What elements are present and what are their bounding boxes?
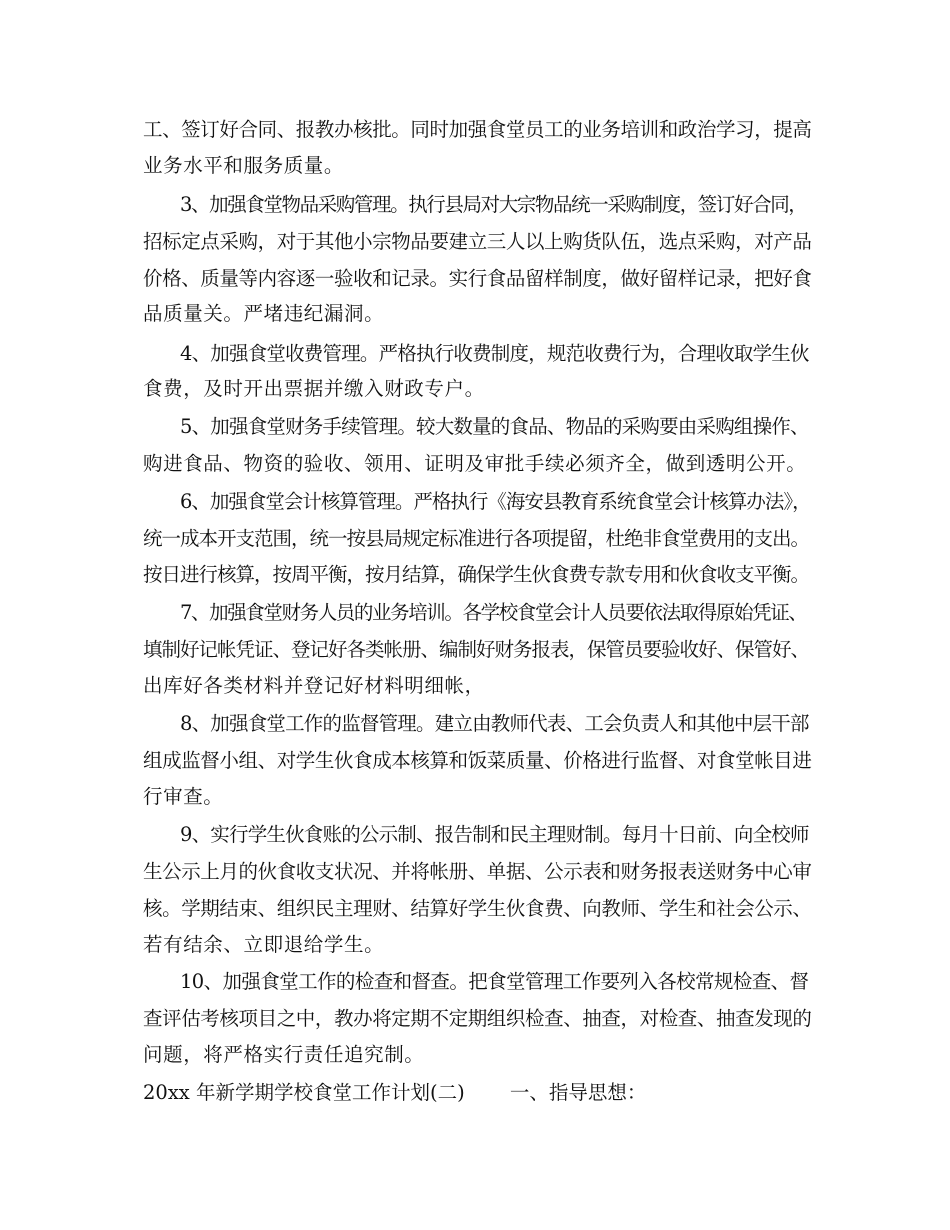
text-line: 问题，将严格实行责任追究制。	[143, 1043, 425, 1066]
text-line: 按日进行核算，按周平衡，按月结算，确保学生伙食费专款专用和伙食收支平衡。	[143, 563, 810, 586]
text-line: 购进食品、物资的验收、领用、证明及审批手续必须齐全，做到透明公开。	[143, 452, 807, 475]
text-line: 生公示上月的伙食收支状况、并将帐册、单据、公示表和财务报表送财务中心审	[143, 860, 812, 883]
text-line: 品质量关。严堵违纪漏洞。	[143, 302, 385, 325]
text-line: 8、加强食堂工作的监督管理。建立由教师代表、工会负责人和其他中层干部	[180, 712, 809, 735]
text-line: 填制好记帐凭证、登记好各类帐册、编制好财务报表，保管员要验收好、保管好、	[143, 638, 810, 661]
text-line: 若有结余、立即退给学生。	[143, 933, 385, 956]
text-line: 行审查。	[143, 785, 224, 808]
text-line: 食费，及时开出票据并缴入财政专户。	[143, 377, 485, 400]
text-line: 5、加强食堂财务手续管理。较大数量的食品、物品的采购要由采购组操作、	[180, 415, 809, 438]
text-line: 工、签订好合同、报教办核批。同时加强食堂员工的业务培训和政治学习，提高	[143, 118, 812, 141]
section-heading: 20xx 年新学期学校食堂工作计划(二) 一、指导思想：	[143, 1081, 647, 1104]
text-line: 10、加强食堂工作的检查和督查。把食堂管理工作要列入各校常规检查、督	[180, 970, 809, 993]
text-line: 查评估考核项目之中，教办将定期不定期组织检查、抽查，对检查、抽查发现的	[143, 1007, 812, 1030]
text-line: 价格、质量等内容逐一验收和记录。实行食品留样制度，做好留样记录，把好食	[143, 267, 812, 290]
text-line: 招标定点采购，对于其他小宗物品要建立三人以上购货队伍，选点采购，对产品	[143, 230, 812, 253]
text-line: 6、加强食堂会计核算管理。严格执行《海安县教育系统食堂会计核算办法》，	[180, 490, 811, 513]
text-line: 组成监督小组、对学生伙食成本核算和饭菜质量、价格进行监督、对食堂帐目进	[143, 749, 812, 772]
text-line: 9、实行学生伙食账的公示制、报告制和民主理财制。每月十日前、向全校师	[180, 823, 809, 846]
text-line: 核。学期结束、组织民主理财、结算好学生伙食费、向教师、学生和社会公示、	[143, 897, 812, 920]
text-line: 4、加强食堂收费管理。严格执行收费制度，规范收费行为，合理收取学生伙	[180, 342, 809, 365]
text-line: 业务水平和服务质量。	[143, 154, 345, 177]
text-line: 3、加强食堂物品采购管理。执行县局对大宗物品统一采购制度，签订好合同，	[180, 193, 807, 216]
text-line: 统一成本开支范围，统一按县局规定标准进行各项提留，杜绝非食堂费用的支出。	[143, 527, 810, 550]
text-line: 7、加强食堂财务人员的业务培训。各学校食堂会计人员要依法取得原始凭证、	[180, 601, 807, 624]
text-line: 出库好各类材料并登记好材料明细帐，	[143, 674, 485, 697]
